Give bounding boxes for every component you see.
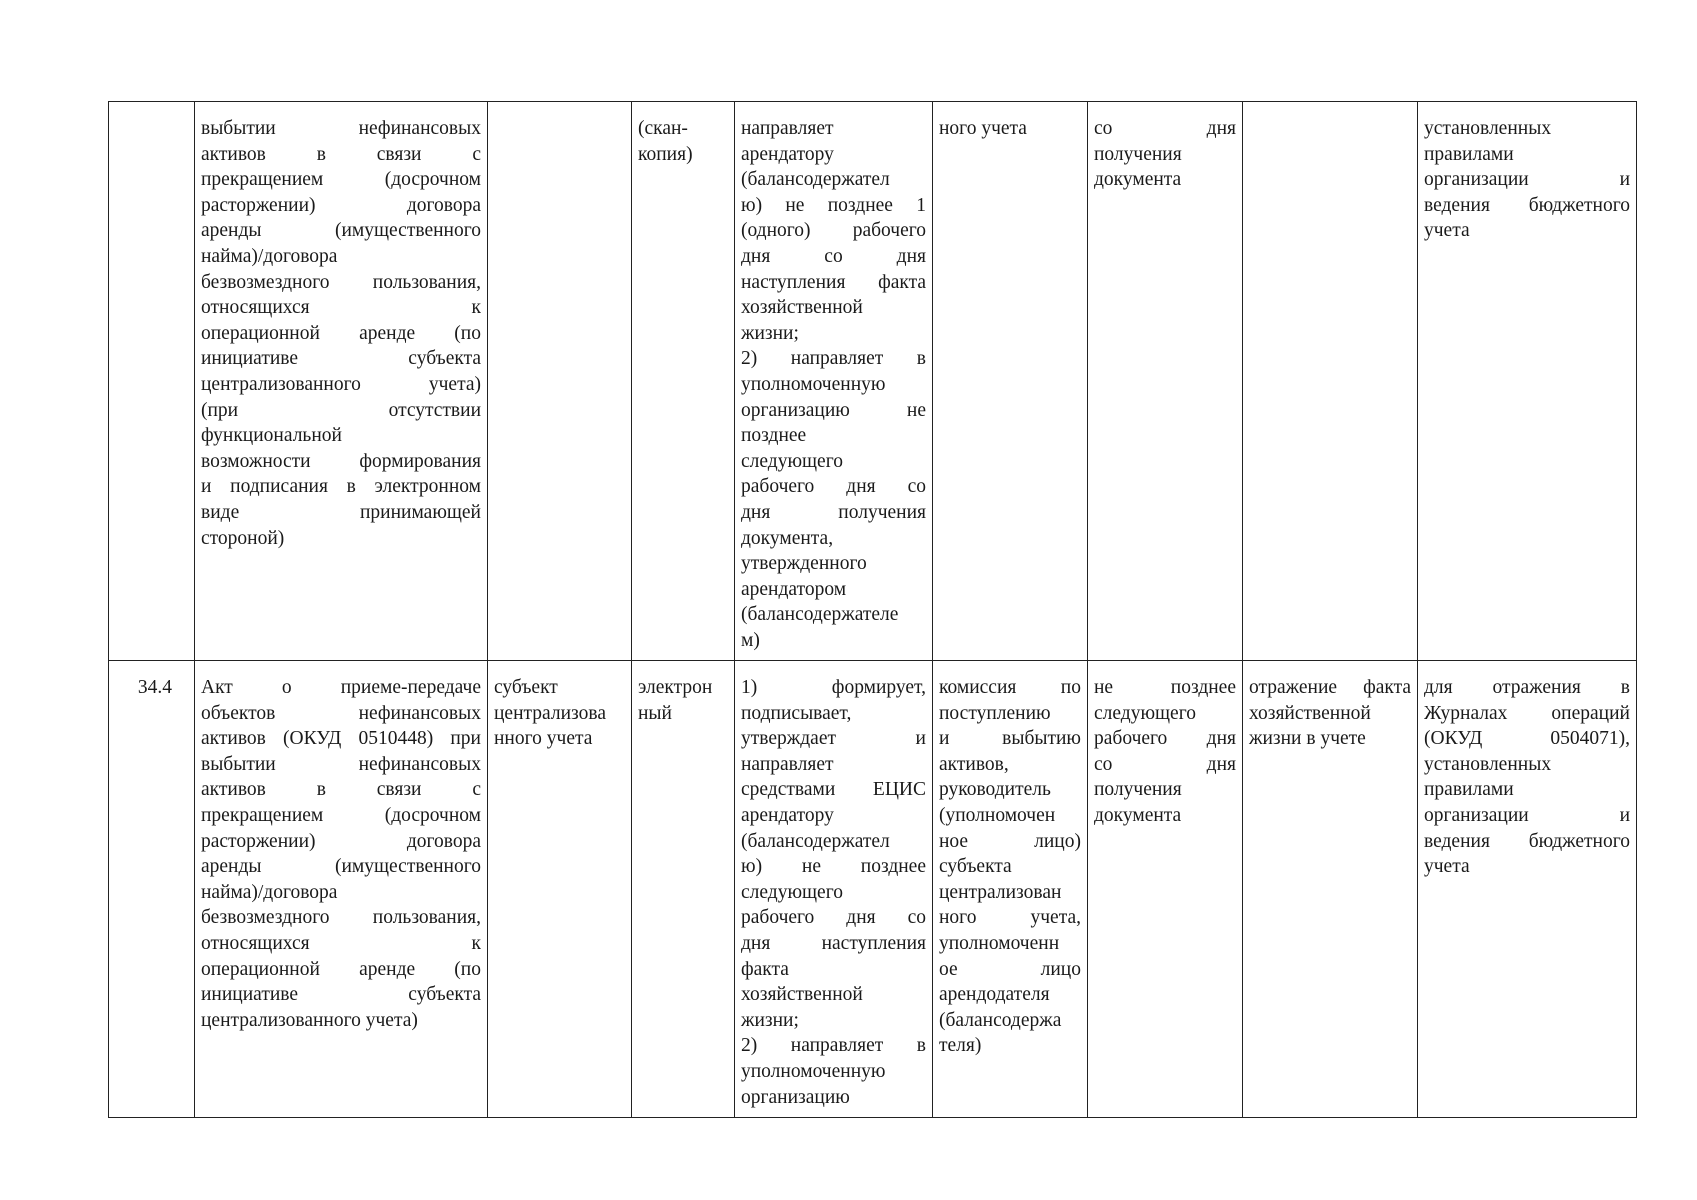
cell-format [632,102,735,661]
cell-text-line: прекращением (досрочном [201,169,481,191]
cell-text-line: централизованного учета) [201,1009,418,1031]
cell-text-line: найма)/договора [201,245,338,267]
cell-text-line: аренды (имущественного [201,220,481,242]
cell-text-line: ю) не позднее [741,856,926,878]
cell-creator [488,661,632,1118]
cell-text-line: (балансодержател [741,830,890,852]
cell-text-line: м) [741,629,760,651]
cell-number: 34.4 [109,661,195,1118]
cell-text-line: поступлению [939,702,1051,724]
cell-text-line: не позднее [1094,677,1236,698]
cell-text-line: ного учета [939,118,1027,139]
cell-text-line: рабочего дня [1094,728,1236,750]
cell-text-line: электрон [638,677,713,698]
cell-text-line: жизни; [741,322,799,344]
cell-text-line: наступления факта [741,271,926,293]
cell-text-line: Журналах операций [1424,702,1630,724]
cell-text-line: уполномоченную [741,1060,886,1082]
cell-text-line: уполномоченн [939,932,1060,954]
cell-text-line: активов (ОКУД 0510448) при [201,728,481,750]
cell-text-line: операционной аренде (по [201,958,481,980]
cell-text-line: жизни; [741,1009,799,1031]
cell-text-line: арендодателя [939,984,1050,1006]
cell-text-line: организации и [1424,169,1630,191]
cell-text-line: (скан- [638,118,688,139]
cell-text-line: инициативе субъекта [201,984,481,1006]
cell-text-line: хозяйственной [1249,702,1371,724]
cell-text-line: правилами [1424,143,1514,165]
cell-text-line: централизованного учета) [201,373,481,395]
cell-text-line: получения [1094,143,1182,165]
cell-text-line: установленных [1424,118,1552,139]
cell-text-line: и выбытию [939,728,1081,750]
cell-text-line: операционной аренде (по [201,322,481,344]
cell-text-line: (балансодержателе [741,604,899,626]
cell-text-line: и подписания в электронном [201,476,481,498]
cell-text-line: централизован [939,881,1062,903]
cell-purpose [1243,661,1418,1118]
cell-creator [488,102,632,661]
table-row [109,661,1637,1118]
cell-text-line: учета [1424,856,1470,878]
cell-text-line: утверждает и [741,728,926,750]
cell-text-line: установленных [1424,753,1552,775]
cell-text-line: следующего [741,881,843,903]
cell-text-line: комиссия по [939,677,1081,698]
cell-text-line: 2) направляет в [741,1035,926,1057]
cell-text-line: (ОКУД 0504071), [1424,728,1630,750]
cell-text-line: безвозмездного пользования, [201,271,481,293]
cell-text-line: нного учета [494,728,593,750]
cell-text-line: 1) формирует, [741,677,926,698]
cell-text-line: безвозмездного пользования, [201,907,481,929]
cell-document [195,661,488,1118]
cell-text-line: ный [638,702,672,724]
cell-text-line: активов в связи с [201,779,481,801]
cell-text-line: инициативе субъекта [201,348,481,370]
cell-text-line: организацию не [741,399,926,421]
cell-format [632,661,735,1118]
cell-text-line: (уполномочен [939,804,1056,826]
cell-text-line: документа [1094,804,1182,826]
cell-text-line: расторжении) договора [201,194,481,216]
cell-text-line: (при отсутствии [201,399,481,421]
cell-text-line: аренды (имущественного [201,856,481,878]
cell-text-line: 2) направляет в [741,348,926,370]
cell-text-line: ное лицо) [939,830,1081,852]
cell-text-line: ю) не позднее 1 [741,194,926,216]
cell-text-line: (балансодержа [939,1009,1062,1031]
cell-text-line: объектов нефинансовых [201,702,481,724]
table-row [109,102,1637,661]
cell-text-line: хозяйственной [741,297,863,319]
cell-text-line: активов, [939,753,1009,775]
cell-signers [933,661,1088,1118]
cell-text-line: субъект [494,677,558,698]
cell-text-line: направляет [741,753,834,775]
cell-text-line: документа, [741,527,834,549]
cell-text-line: учета [1424,220,1470,242]
cell-text-line: правилами [1424,779,1514,801]
cell-text-line: выбытии нефинансовых [201,753,481,775]
cell-text-line: ного учета, [939,907,1081,929]
cell-purpose [1243,102,1418,661]
cell-text-line: субъекта [939,856,1012,878]
cell-deadline [1088,102,1243,661]
cell-text-line: жизни в учете [1249,728,1366,750]
cell-text-line: копия) [638,143,693,165]
cell-text-line: организации и [1424,804,1630,826]
cell-usage [1418,661,1637,1118]
cell-signers [933,102,1088,661]
cell-text-line: организацию [741,1086,850,1108]
cell-text-line: ведения бюджетного [1424,194,1630,216]
cell-text-line: дня наступления [741,932,926,954]
cell-text-line: относящихся к [201,297,481,319]
cell-actions [735,661,933,1118]
cell-text-line: со дня [1094,753,1236,775]
cell-deadline [1088,661,1243,1118]
cell-number [109,102,195,661]
cell-text-line: уполномоченную [741,373,886,395]
cell-text-line: подписывает, [741,702,852,724]
cell-text-line: отражение факта [1249,677,1411,698]
cell-text-line: рабочего дня со [741,476,926,498]
cell-text-line: средствами ЕЦИС [741,779,926,801]
cell-document [195,102,488,661]
cell-text-line: со дня [1094,118,1236,139]
cell-text-line: (одного) рабочего [741,220,926,242]
cell-text-line: факта [741,958,789,980]
document-table [108,101,1637,1118]
cell-text-line: документа [1094,169,1182,191]
cell-text-line: следующего [741,450,843,472]
table-body [109,102,1637,1118]
cell-text-line: расторжении) договора [201,830,481,852]
cell-text-line: теля) [939,1035,982,1057]
cell-actions [735,102,933,661]
cell-text-line: прекращением (досрочном [201,804,481,826]
cell-text-line: (балансодержател [741,169,890,191]
cell-text-line: для отражения в [1424,677,1630,698]
cell-text-line: арендатору [741,143,834,165]
cell-text-line: выбытии нефинансовых [201,118,481,139]
cell-text-line: ведения бюджетного [1424,830,1630,852]
cell-text-line: централизова [494,702,606,724]
cell-text-line: направляет [741,118,834,139]
cell-text-line: Акт о приеме-передаче [201,677,481,698]
cell-text-line: хозяйственной [741,984,863,1006]
cell-text-line: руководитель [939,779,1051,801]
cell-text-line: найма)/договора [201,881,338,903]
cell-text-line: позднее [741,425,807,447]
cell-text-line: виде принимающей [201,501,481,523]
cell-usage [1418,102,1637,661]
cell-text-line: активов в связи с [201,143,481,165]
cell-text-line: стороной) [201,527,285,549]
cell-text-line: утвержденного [741,553,867,575]
cell-text-line: функциональной [201,425,342,447]
cell-text-line: следующего [1094,702,1196,724]
cell-text-line: ое лицо [939,958,1081,980]
cell-text-line: рабочего дня со [741,907,926,929]
cell-text-line: относящихся к [201,932,481,954]
cell-text-line: возможности формирования [201,450,481,472]
cell-text-line: дня со дня [741,245,926,267]
cell-text-line: дня получения [741,501,926,523]
cell-text-line: арендатором [741,578,847,600]
cell-text-line: арендатору [741,804,834,826]
cell-text-line: получения [1094,779,1182,801]
